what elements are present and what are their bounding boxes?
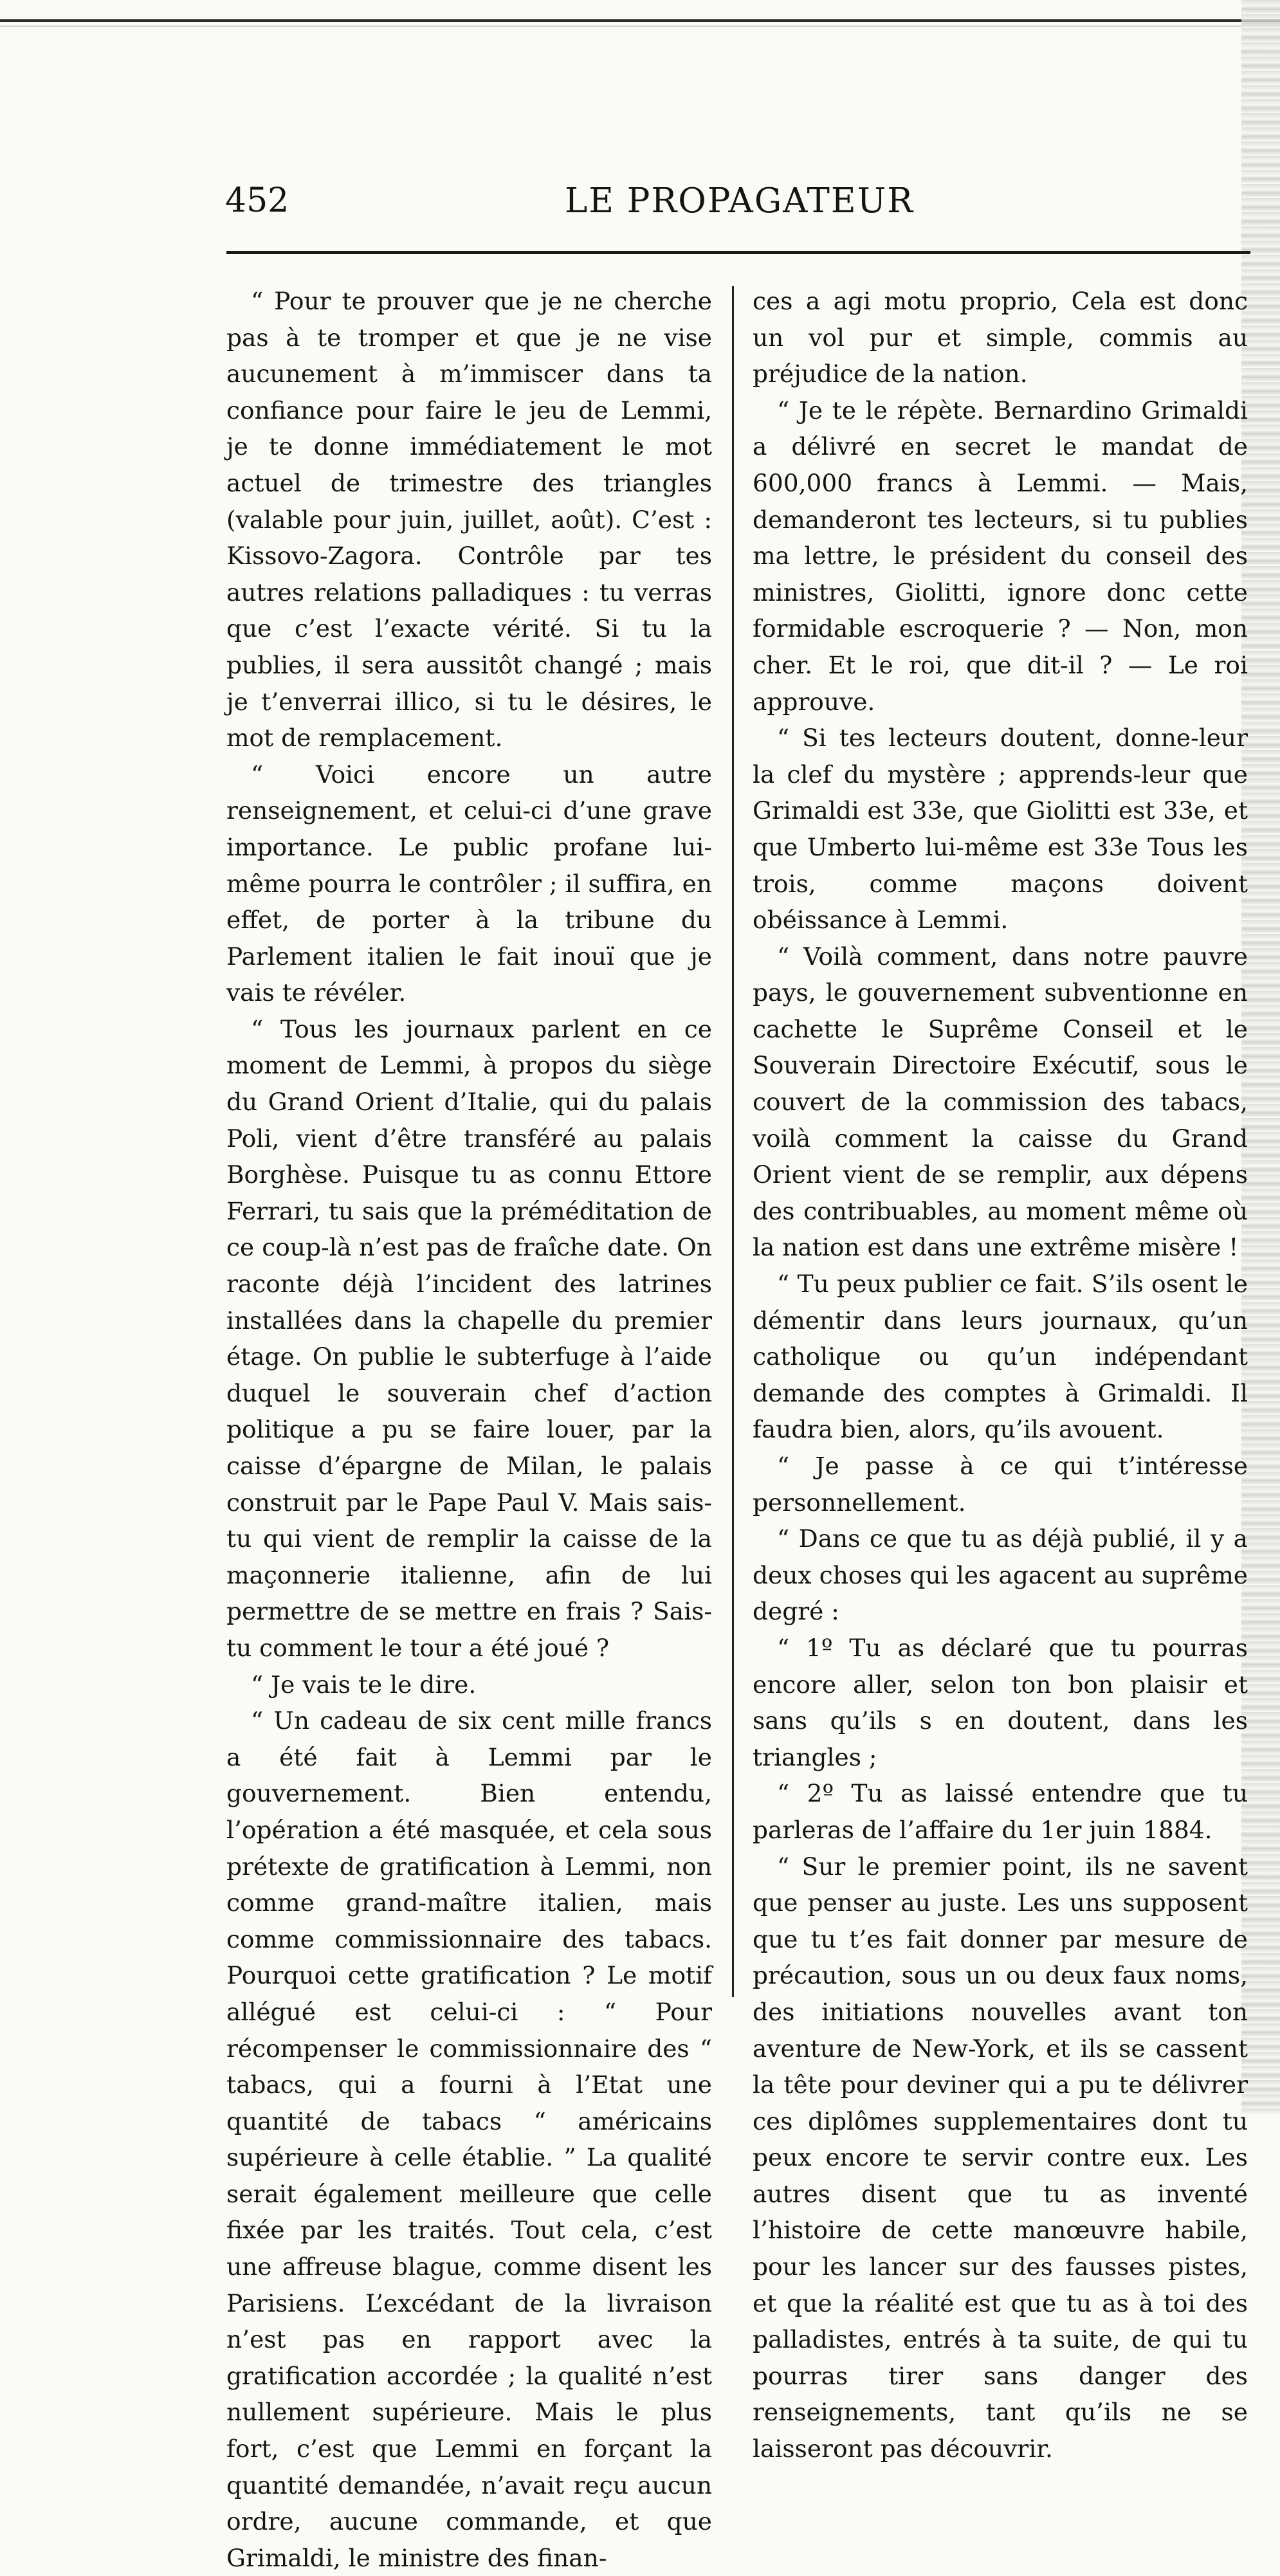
paragraph: ces a agi motu proprio, Cela est donc un vol pur et simple, commis au préjudice de la nation. xyxy=(753,287,1248,388)
page-top-border xyxy=(0,19,1280,22)
header-rule xyxy=(226,251,1250,254)
paragraph: “ Tous les journaux parlent en ce moment de Lemmi, à propos du siège du Grand Orient d’Italie, qui du palais Poli, vient d’être transféré au palais Borghèse. Puisque tu as connu Ettore Ferrari, tu sais que la préméditation de ce coup-là n’est pas de fraîche date. On raconte déjà l’incident des latrines installées dans la chapelle du premier étage. On publie le subterfuge à l’aide duquel le souverain chef d’action politique a pu se faire louer, par la caisse d’épargne de Milan, le palais construit par le Pape Paul V. Mais sais-tu qui vient de remplir la caisse de la maçonnerie italienne, afin de lui permettre de se mettre en frais ? Sais-tu comment le tour a été joué ? xyxy=(226,1014,712,1662)
paragraph: “ Voici encore un autre renseignement, et celui-ci d’une grave importance. Le public profane lui-même pourra le contrôler ; il suffira, en effet, de porter à la tribune du Parlement italien le fait inouï que je vais te révéler. xyxy=(226,760,712,1007)
paragraph: “ Un cadeau de six cent mille francs a été fait à Lemmi par le gouvernement. Bien entendu, l’opération a été masquée, et cela sous prétexte de gratification à Lemmi, non comme grand-maître italien, mais comme commissionnaire des tabacs. Pourquoi cette gratification ? Le motif allégué est celui-ci : “ Pour récompenser le commissionnaire des “ tabacs, qui a fourni à l’Etat une quantité de tabacs “ américains supérieure à celle établie. ” La qualité serait également meilleure que celle fixée par les traités. Tout cela, c’est une affreuse blague, comme disent les Parisiens. L’excédant de la livraison n’est pas en rapport avec la gratification accordée ; la qualité n’est nullement supérieure. Mais le plus fort, c’est que Lemmi en forçant la quantité demandée, n’avait reçu aucun ordre, aucune commande, et que Grimaldi, le ministre des finan- xyxy=(226,1706,712,2572)
page-number: 452 xyxy=(225,181,289,220)
paragraph: “ Je passe à ce qui t’intéresse personnellement. xyxy=(753,1452,1248,1517)
paragraph: “ 1º Tu as déclaré que tu pourras encore aller, selon ton bon plaisir et sans qu’ils s en doutent, dans les triangles ; xyxy=(753,1633,1248,1771)
running-title: LE PROPAGATEUR xyxy=(565,181,915,221)
paragraph: “ Dans ce que tu as déjà publié, il y a deux choses qui les agacent au suprême degré : xyxy=(753,1524,1248,1626)
paragraph: “ Voilà comment, dans notre pauvre pays, le gouvernement subventionne en cachette le Suprême Conseil et le Souverain Directoire Exécutif, sous le couvert de la commission des tabacs, voilà comment la caisse du Grand Orient vient de se remplir, aux dépens des contribuables, au moment même où la nation est dans une extrême misère ! xyxy=(753,942,1248,1262)
paragraph: “ Si tes lecteurs doutent, donne-leur la clef du mystère ; apprends-leur que Grimaldi est 33e, que Giolitti est 33e, et que Umberto lui-même est 33e Tous les trois, comme maçons doivent obéissance à Lemmi. xyxy=(753,724,1248,935)
column-divider xyxy=(732,286,734,1997)
paragraph: “ Je vais te le dire. xyxy=(251,1670,477,1699)
paragraph: “ Tu peux publier ce fait. S’ils osent le démentir dans leurs journaux, qu’un catholique ou qu’un indépendant demande des comptes à Grimaldi. Il faudra bien, alors, qu’ils avouent. xyxy=(753,1270,1248,1444)
left-column xyxy=(226,283,712,2576)
right-column xyxy=(753,283,1248,2467)
paragraph: “ Sur le premier point, ils ne savent que penser au juste. Les uns supposent que tu t’es fait donner par mesure de précaution, sous un ou deux faux noms, des initiations nouvelles avant ton aventure de New-York, et ils se cassent la tête pour deviner qui a pu te délivrer ces diplômes supplementaires dont tu peux encore te servir contre eux. Les autres disent que tu as inventé l’histoire de cette manœuvre habile, pour les lancer sur des fausses pistes, et que la réalité est que tu as à toi des palladistes, entrés à ta suite, de qui tu pourras tirer sans danger des renseignements, tant qu’ils ne se laisseront pas découvrir. xyxy=(753,1852,1248,2463)
paragraph: “ Pour te prouver que je ne cherche pas à te tromper et que je ne vise aucunement à m’immiscer dans ta confiance pour faire le jeu de Lemmi, je te donne immédiatement le mot actuel de trimestre des triangles (valable pour juin, juillet, août). C’est : Kissovo-Zagora. Contrôle par tes autres relations palladiques : tu verras que c’est l’exacte vérité. Si tu la publies, il sera aussitôt changé ; mais je t’enverrai illico, si tu le désires, le mot de remplacement. xyxy=(226,287,712,753)
paragraph: “ Je te le répète. Bernardino Grimaldi a délivré en secret le mandat de 600,000 francs à Lemmi. — Mais, demanderont tes lecteurs, si tu publies ma lettre, le président du conseil des ministres, Giolitti, ignore donc cette formidable escroquerie ? — Non, mon cher. Et le roi, que dit-il ? — Le roi approuve. xyxy=(753,396,1248,716)
paragraph: “ 2º Tu as laissé entendre que tu parleras de l’affaire du 1er juin 1884. xyxy=(753,1779,1248,1844)
